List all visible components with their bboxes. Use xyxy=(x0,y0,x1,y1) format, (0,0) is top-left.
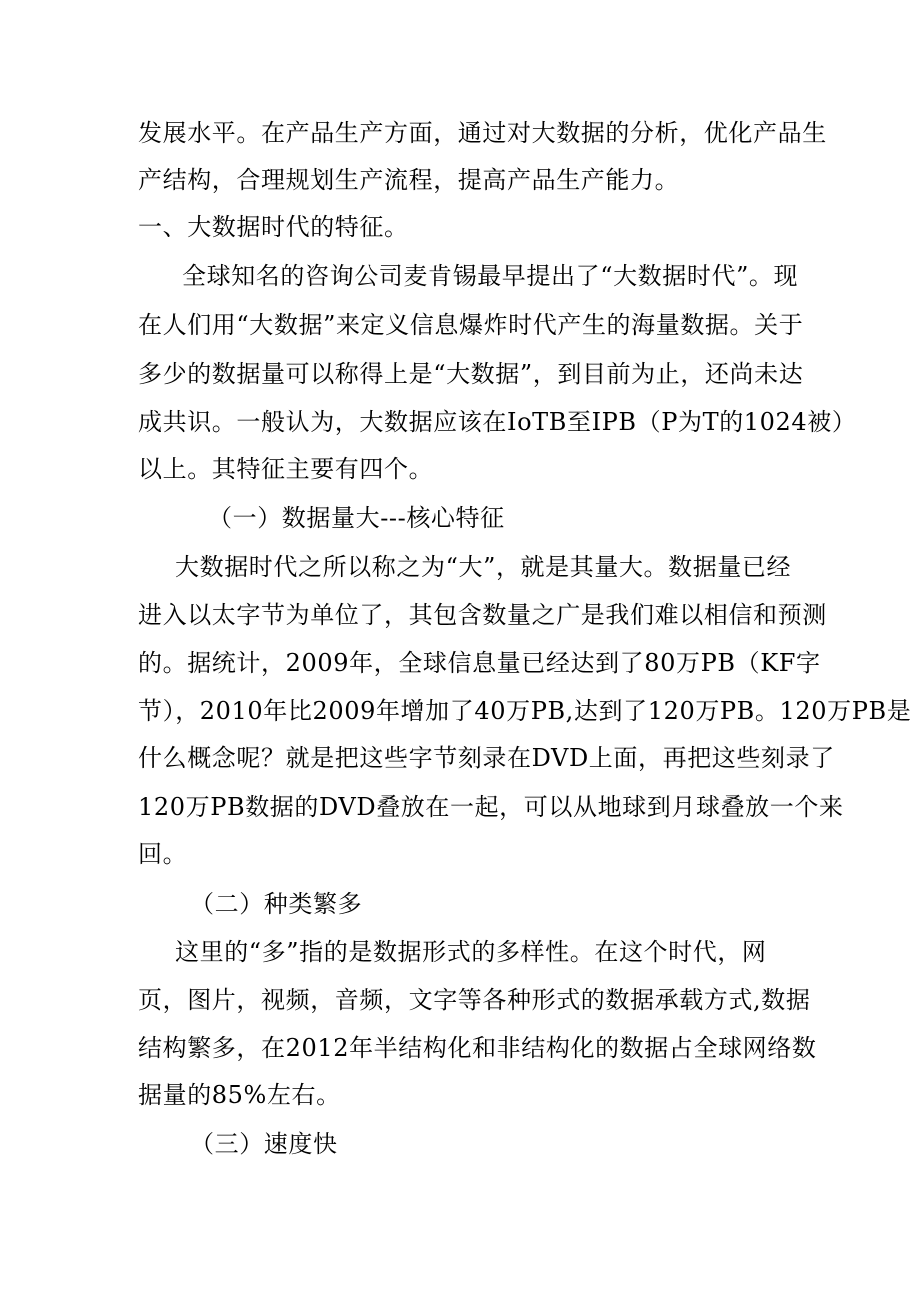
text-line: 产结构，合理规划生产流程，提高产品生产能力。 xyxy=(138,166,680,194)
text-line: 多少的数据量可以称得上是“大数据”，到目前为止，还尚未达 xyxy=(138,360,804,388)
text-line: 以上。其特征主要有四个。 xyxy=(138,455,434,483)
text-line: 据量的85%左右。 xyxy=(138,1081,341,1109)
text-line: 什么概念呢？就是把这些字节刻录在DVD上面，再把这些刻录了 xyxy=(138,744,835,772)
text-line: 大数据时代之所以称之为“大”，就是其量大。数据量已经 xyxy=(175,553,792,581)
text-line: 节），2010年比2009年增加了40万PB,达到了120万PB。120万PB是 xyxy=(138,697,912,725)
text-line: 成共识。一般认为，大数据应该在IoTB至IPB（P为T的1024被） xyxy=(138,408,857,436)
text-line: 结构繁多，在2012年半结构化和非结构化的数据占全球网络数 xyxy=(138,1034,817,1062)
subsection-heading: （三）速度快 xyxy=(190,1130,338,1158)
text-line: 进入以太字节为单位了，其包含数量之广是我们难以相信和预测 xyxy=(138,601,827,629)
text-line: 在人们用“大数据”来定义信息爆炸时代产生的海量数据。关于 xyxy=(138,311,804,339)
section-heading: 一、大数据时代的特征。 xyxy=(138,213,409,241)
text-line: 回。 xyxy=(138,840,188,868)
text-line: 页，图片，视频，音频，文字等各种形式的数据承载方式,数据 xyxy=(138,986,811,1014)
text-line: 发展水平。在产品生产方面，通过对大数据的分析，优化产品生 xyxy=(138,119,827,147)
subsection-heading: （二）种类繁多 xyxy=(190,890,363,918)
text-line: 全球知名的咨询公司麦肯锡最早提出了“大数据时代”。现 xyxy=(182,262,799,290)
text-line: 的。据统计，2009年，全球信息量已经达到了80万PB（KF字 xyxy=(138,649,821,677)
text-line: 这里的“多”指的是数据形式的多样性。在这个时代，网 xyxy=(175,938,767,966)
text-line: 120万PB数据的DVD叠放在一起，可以从地球到月球叠放一个来 xyxy=(138,793,844,821)
subsection-heading: （一）数据量大---核心特征 xyxy=(208,504,505,532)
